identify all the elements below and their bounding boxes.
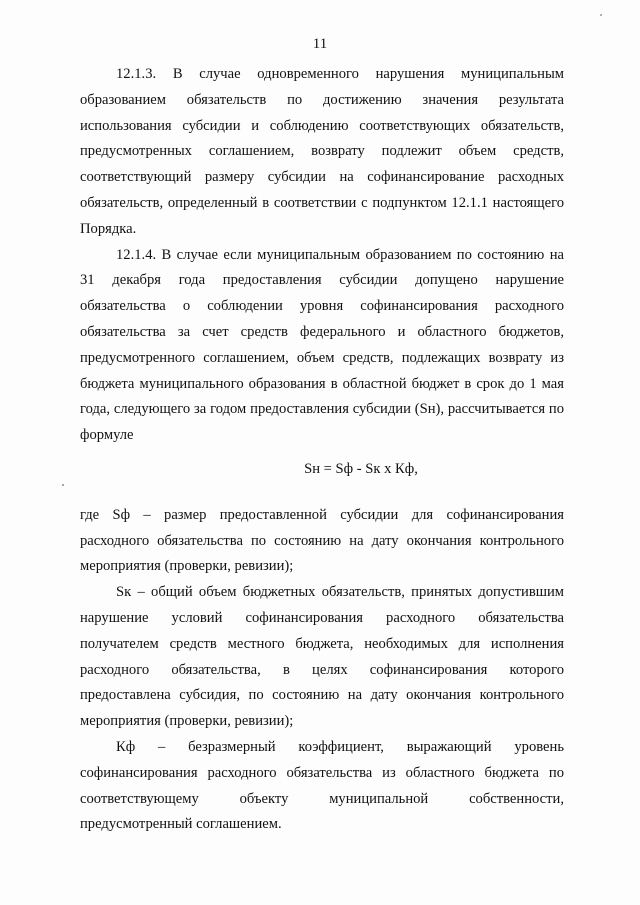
document-body <box>80 62 564 838</box>
formula: Sн = Sф - Sк х Кф, <box>304 460 418 477</box>
paragraph-12-1-4: 12.1.4. В случае если муниципальным образованием по состоянию на 31 декабря года предоставления субсидии допущено нарушение обязательства о соблюдении уровня софинансирования расходного обязательства за счет средств федерального и областного бюджетов, предусмотренного соглашением, объем средств, подлежащих возврату из бюджета муниципального образования в областной бюджет в срок до 1 мая года, следующего за годом предоставления субсидии (Sн), рассчитывается по формуле <box>80 246 564 444</box>
paragraph-12-1-3: 12.1.3. В случае одновременного нарушения муниципальным образованием обязательств по достижению значения результата использования субсидии и соблюдению соответствующих обязательств, предусмотренных соглашением, возврату подлежит объем средств, соответствующий размеру субсидии на софинансирование расходных обязательств, определенный в соответствии с подпунктом 12.1.1 настоящего Порядка. <box>80 66 564 237</box>
scan-speck <box>62 484 64 486</box>
definition-kf: Кф – безразмерный коэффициент, выражающий уровень софинансирования расходного обязательства из областного бюджета по соответствующему объекту муниципальной собственности, предусмотренный соглашением. <box>80 738 564 833</box>
definition-sf: где Sф – размер предоставленной субсидии для софинансирования расходного обязательства по состоянию на дату окончания контрольного мероприятия (проверки, ревизии); <box>80 506 564 575</box>
definition-sk: Sк – общий объем бюджетных обязательств, принятых допустившим нарушение условий софинансирования расходного обязательства получателем средств местного бюджета, необходимых для исполнения расходного обязательства, в целях софинансирования которого предоставлена субсидия, по состоянию на дату окончания контрольного мероприятия (проверки, ревизии); <box>80 584 564 730</box>
page-number: 11 <box>312 36 328 52</box>
scan-speck <box>600 14 602 16</box>
